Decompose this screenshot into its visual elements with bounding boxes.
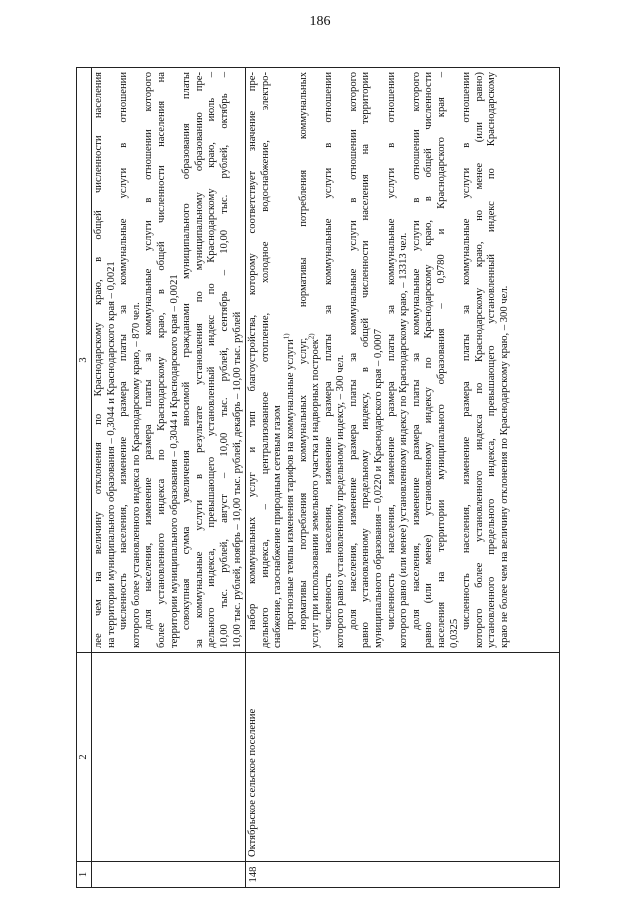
text-line [307, 72, 323, 648]
text-line: снабжение, газоснабжение природным сетевым газом [272, 405, 284, 648]
header-col-3: 3 [77, 68, 92, 653]
text-line: доля населения, изменение размера платы за коммунальные услуги в отношении которого [143, 72, 155, 630]
text-line: муниципального образования – 0,0220 и Краснодарского края – 0,0007 [373, 328, 385, 648]
cell-number-empty [92, 862, 246, 888]
text-line: совокупная сумма увеличения вносимой гражданами муниципального образования платы [181, 72, 193, 630]
text-line: 0,0325 [448, 618, 460, 648]
text-line: нормативы потребления коммунальных услуг, нормативы потребления коммунальных [297, 72, 309, 630]
table-header-row [77, 68, 92, 888]
text-line: населения на территории муниципального образования – 0,9780 и Краснодарского края – [436, 72, 448, 648]
text-line: которого равно установленному предельному индексу, – 300 чел. [335, 354, 347, 648]
cell-continued-text [92, 68, 246, 653]
text-line: равно (или менее) установленному индексу по Краснодарскому краю, в общей численности [423, 72, 435, 648]
table-row-148 [246, 68, 560, 888]
text-line: краю не более чем на величину отклонения по Краснодарскому краю, – 300 чел. [499, 285, 510, 648]
text-line: на территории муниципального образования – 0,3044 и Краснодарского края – 0,0021 [105, 261, 117, 648]
text-line: более установленного индекса по Краснодарскому краю, в общей численности населения на [155, 72, 167, 648]
table-row-continued [92, 68, 246, 888]
text-line: 10,00 тыс. рублей, ноябрь – 10,00 тыс. рублей, декабрь – 10,00 тыс. рублей [231, 311, 243, 648]
cell-settlement-empty [92, 653, 246, 862]
text-line: численность населения, изменение размера платы за коммунальные услуги в отношении [118, 72, 130, 630]
text-line: за коммунальные услуги в результате установления по муниципальному образованию пре- [193, 72, 205, 648]
text-line: численность населения, изменение размера платы за коммунальные услуги в отношении [322, 72, 334, 630]
text-line: которого более установленного индекса по Краснодарскому краю, – 870 чел. [130, 302, 142, 648]
rotated-table-container [76, 68, 560, 888]
row-number: 148 [246, 862, 560, 888]
text-line: доля населения, изменение размера платы за коммунальные услуги в отношении которого [410, 72, 422, 630]
text-line: лее чем на величину отклонения по Краснодарскому краю, в общей численности населения [93, 72, 104, 648]
text-line [282, 72, 298, 648]
text-line: дельного индекса, – централизованное отопление, холодное водоснабжение, электро- [259, 72, 271, 648]
text-line: доля населения, изменение размера платы за коммунальные услуги в отношении которого [347, 72, 359, 630]
settlement-name: Октябрьское сельское поселение [246, 653, 560, 862]
text-line: равно установленному предельному индексу, в общей численности населения на территории [360, 72, 372, 648]
text-line: численность населения, изменение размера платы за коммунальные услуги в отношении [461, 72, 473, 630]
text-span: прогнозные темпы изменения тарифов на коммунальные услуги [284, 339, 296, 630]
page-number: 186 [309, 14, 331, 29]
text-span: услуг при использовании земельного участка и надворных построек [310, 339, 322, 648]
text-line: дельного индекса, превышающего установленный индекс по Краснодарскому краю, июль – [206, 72, 218, 648]
text-line: численность населения, изменение размера платы за коммунальные услуги в отношении [385, 72, 397, 630]
text-line: установленного предельного индекса, превышающего установленный индекс по Краснодарскому [486, 72, 498, 648]
text-line: территории муниципального образования – 0,3044 и Краснодарского края – 0,0021 [168, 274, 180, 648]
header-col-2: 2 [77, 653, 92, 862]
text-line: которого равно (или менее) установленному индексу по Краснодарскому краю, – 13313 чел. [398, 232, 410, 648]
data-table [76, 67, 560, 888]
footnote-mark-1: 1) [282, 333, 291, 340]
cell-148-text [246, 68, 560, 653]
header-col-1: 1 [77, 862, 92, 888]
text-line: набор коммунальных услуг и тип благоустройства, которому соответствует значение пре- [247, 72, 259, 630]
text-line: 10,00 тыс. рублей, август – 10,00 тыс. рублей, сентябрь – 10,00 тыс. рублей, октябрь – [218, 72, 230, 648]
text-line: которого более установленного индекса по Краснодарскому краю, но менее (или равно) [473, 72, 485, 648]
footnote-mark-2: 2) [307, 333, 316, 340]
